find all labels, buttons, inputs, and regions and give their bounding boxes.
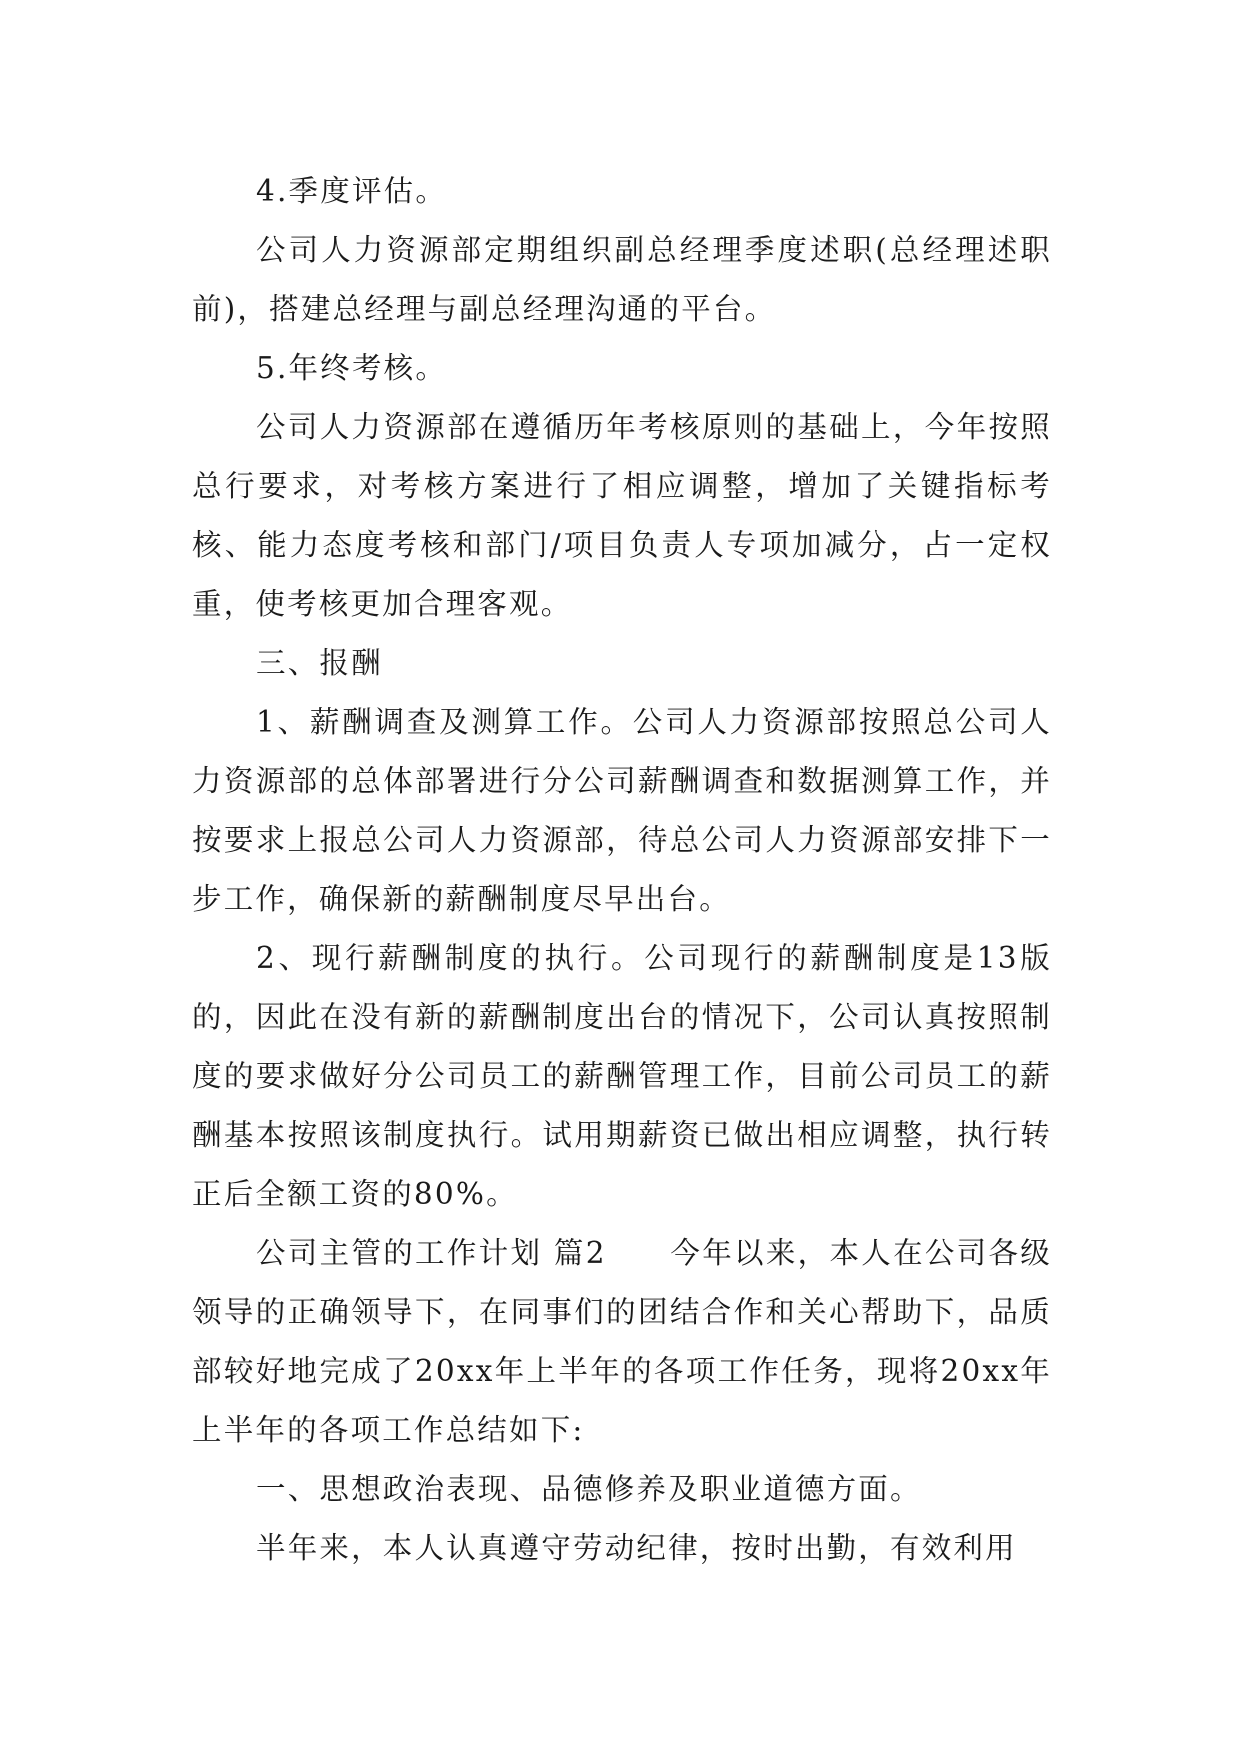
section-heading-compensation: 三、报酬	[256, 646, 383, 680]
section-heading-ideology: 一、思想政治表现、品德修养及职业道德方面。	[256, 1472, 922, 1506]
paragraph-half-year: 半年来，本人认真遵守劳动纪律，按时出勤，有效利用	[256, 1531, 1017, 1565]
paragraph-salary-survey: 1、薪酬调查及测算工作。公司人力资源部按照总公司人力资源部的总体部署进行分公司薪酬调查和数据测算工作，并按要求上报总公司人力资源部，待总公司人力资源部安排下一步工作，确保新的薪酬制度尽早出台。	[192, 705, 1052, 916]
paragraph-annual-assessment: 公司人力资源部在遵循历年考核原则的基础上，今年按照总行要求，对考核方案进行了相应调整，增加了关键指标考核、能力态度考核和部门/项目负责人专项加减分，占一定权重，使考核更加合理客观。	[192, 410, 1052, 621]
document-body	[192, 162, 1052, 1578]
paragraph-heading-annual-assessment: 5.年终考核。	[256, 351, 448, 385]
paragraph-work-plan-intro: 公司主管的工作计划 篇2 今年以来，本人在公司各级领导的正确领导下，在同事们的团结合作和关心帮助下，品质部较好地完成了20xx年上半年的各项工作任务，现将20xx年上半年的各项工作总结如下:	[192, 1236, 1052, 1447]
paragraph-heading-quarterly-review: 4.季度评估。	[256, 174, 448, 208]
paragraph-current-salary-system: 2、现行薪酬制度的执行。公司现行的薪酬制度是13版的，因此在没有新的薪酬制度出台的情况下，公司认真按照制度的要求做好分公司员工的薪酬管理工作，目前公司员工的薪酬基本按照该制度执行。试用期薪资已做出相应调整，执行转正后全额工资的80%。	[192, 941, 1052, 1211]
paragraph-quarterly-review: 公司人力资源部定期组织副总经理季度述职(总经理述职前)，搭建总经理与副总经理沟通的平台。	[192, 233, 1052, 326]
